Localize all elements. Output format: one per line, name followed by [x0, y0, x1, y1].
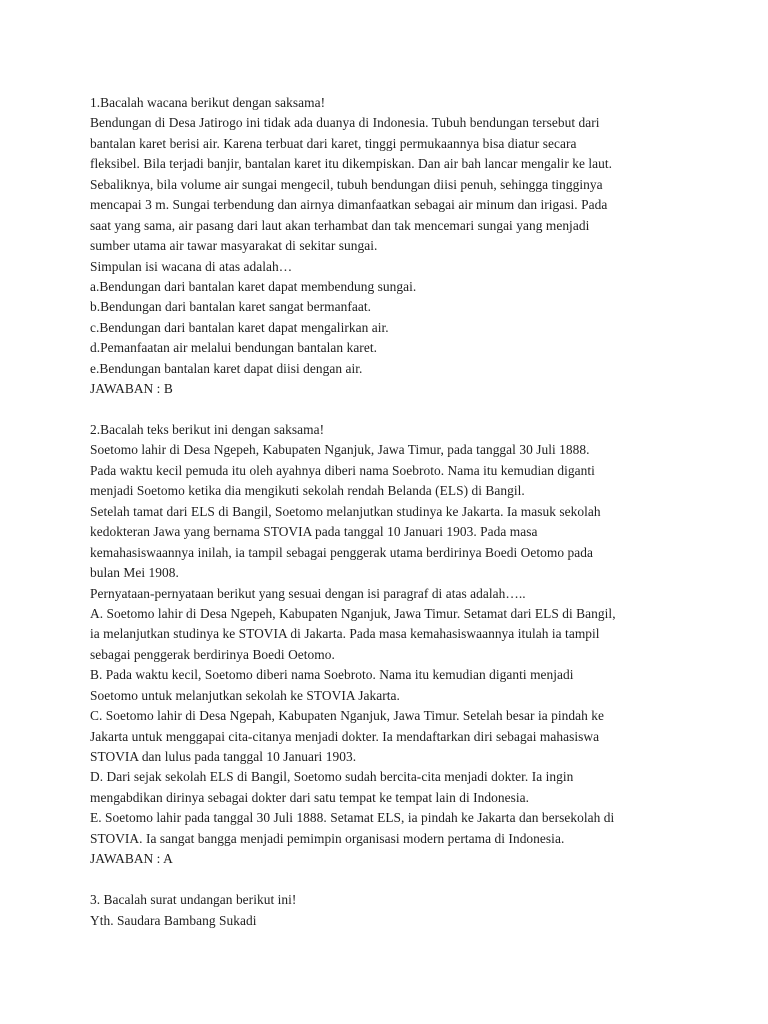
question-1-passage-line: bantalan karet berisi air. Karena terbuat dari karet, tinggi permukaannya bisa diatur secara	[90, 135, 577, 151]
question-1	[90, 93, 690, 400]
question-2-option-c: STOVIA dan lulus pada tanggal 10 Januari 1903.	[90, 749, 357, 764]
question-1-passage-line: saat yang sama, air pasang dari laut akan terhambat dan tak mencemari sungai yang menjadi	[90, 217, 590, 233]
document-text	[90, 93, 690, 931]
question-2-option-a: A. Soetomo lahir di Desa Ngepeh, Kabupaten Nganjuk, Jawa Timur. Setamat dari ELS di Bangil,	[90, 605, 616, 621]
question-2	[90, 420, 690, 870]
question-3-letter-salutation: Yth. Saudara Bambang Sukadi	[90, 912, 257, 928]
question-1-passage-line: sumber utama air tawar masyarakat di sekitar sungai.	[90, 238, 378, 254]
question-2-option-d: mengabdikan dirinya sebagai dokter dari satu tempat ke tempat lain di Indonesia.	[90, 789, 530, 805]
question-2-passage-line: kedokteran Jawa yang bernama STOVIA pada tanggal 10 Januari 1903. Pada masa	[90, 524, 538, 540]
question-2-option-e: E. Soetomo lahir pada tanggal 30 Juli 1888. Setamat ELS, ia pindah ke Jakarta dan bersekolah di	[90, 810, 615, 826]
question-2-passage-line: bulan Mei 1908.	[90, 565, 179, 581]
question-2-passage-line: menjadi Soetomo ketika dia mengikuti sekolah rendah Belanda (ELS) di Bangil.	[90, 483, 525, 499]
question-1-option-d: d.Pemanfaatan air melalui bendungan bantalan karet.	[90, 340, 377, 356]
question-1-option-a: a.Bendungan dari bantalan karet dapat membendung sungai.	[90, 278, 417, 294]
question-1-option-c: c.Bendungan dari bantalan karet dapat mengalirkan air.	[90, 319, 389, 335]
question-2-option-a: ia melanjutkan studinya ke STOVIA di Jakarta. Pada masa kemahasiswaannya itulah ia tampil	[90, 626, 600, 642]
question-1-passage-line: mencapai 3 m. Sungai terbendung dan airnya dimanfaatkan sebagai air minum dan irigasi. Pada	[90, 197, 608, 213]
question-2-option-d: D. Dari sejak sekolah ELS di Bangil, Soetomo sudah bercita-cita menjadi dokter. Ia ingin	[90, 769, 574, 785]
question-2-option-e: STOVIA. Ia sangat bangga menjadi pemimpin organisasi modern pertama di Indonesia.	[90, 830, 565, 846]
paragraph-gap	[90, 870, 690, 890]
question-2-option-c: C. Soetomo lahir di Desa Ngepah, Kabupaten Nganjuk, Jawa Timur. Setelah besar ia pindah ke	[90, 708, 604, 724]
question-2-passage-line: kemahasiswaannya inilah, ia tampil sebagai penggerak utama berdirinya Boedi Oetomo pada	[90, 544, 593, 560]
paragraph-gap	[90, 400, 690, 420]
question-1-option-b: b.Bendungan dari bantalan karet sangat bermanfaat.	[90, 299, 371, 315]
question-2-option-b: Soetomo untuk melanjutkan sekolah ke STOVIA Jakarta.	[90, 687, 400, 703]
question-1-passage-line: Sebaliknya, bila volume air sungai mengecil, tubuh bendungan diisi penuh, sehingga tingginya	[90, 176, 603, 192]
question-1-instruction: 1.Bacalah wacana berikut dengan saksama!	[90, 95, 326, 110]
question-2-passage-line: Pada waktu kecil pemuda itu oleh ayahnya diberi nama Soebroto. Nama itu kemudian diganti	[90, 462, 595, 478]
question-2-prompt: Pernyataan-pernyataan berikut yang sesuai dengan isi paragraf di atas adalah…..	[90, 585, 526, 601]
question-2-option-c: Jakarta untuk menggapai cita-citanya menjadi dokter. Ia mendaftarkan diri sebagai mahasiswa	[90, 728, 600, 744]
question-2-instruction: 2.Bacalah teks berikut ini dengan saksama!	[90, 422, 325, 437]
question-1-passage-line: fleksibel. Bila terjadi banjir, bantalan karet itu dikempiskan. Dan air bah lancar mengalir ke laut.	[90, 156, 613, 172]
question-1-answer: JAWABAN : B	[90, 381, 173, 397]
question-3	[90, 890, 690, 931]
question-2-option-a: sebagai penggerak berdirinya Boedi Oetomo.	[90, 646, 335, 662]
question-2-option-b: B. Pada waktu kecil, Soetomo diberi nama Soebroto. Nama itu kemudian diganti menjadi	[90, 667, 574, 683]
question-2-answer: JAWABAN : A	[90, 851, 173, 867]
question-2-passage-line: Soetomo lahir di Desa Ngepeh, Kabupaten Nganjuk, Jawa Timur, pada tanggal 30 Juli 1888.	[90, 442, 590, 458]
question-1-passage-line: Bendungan di Desa Jatirogo ini tidak ada duanya di Indonesia. Tubuh bendungan tersebut dari	[90, 115, 600, 131]
question-1-option-e: e.Bendungan bantalan karet dapat diisi dengan air.	[90, 360, 363, 376]
question-1-prompt: Simpulan isi wacana di atas adalah…	[90, 258, 293, 274]
question-2-passage-line: Setelah tamat dari ELS di Bangil, Soetomo melanjutkan studinya ke Jakarta. Ia masuk sekolah	[90, 503, 601, 519]
question-3-instruction: 3. Bacalah surat undangan berikut ini!	[90, 892, 297, 908]
